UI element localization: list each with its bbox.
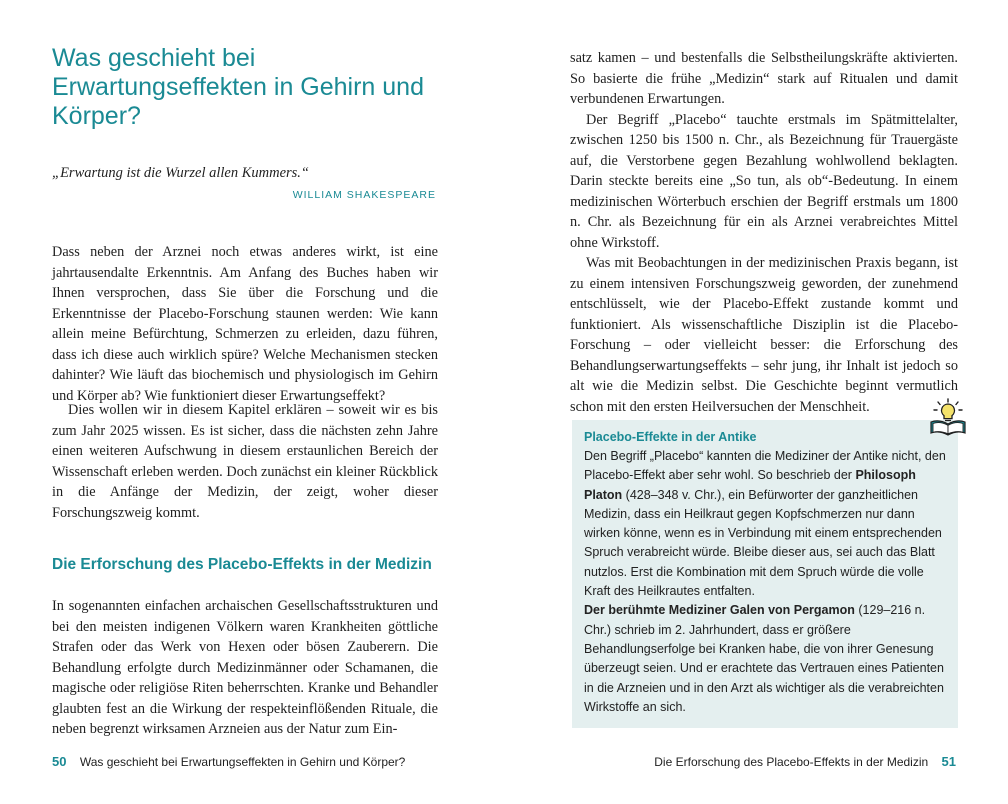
body-paragraph-3: In sogenannten einfachen archaischen Gesellschaftsstrukturen und bei den meisten indigenen Völkern waren Krankheiten göttliche Strafen oder das Werk von Hexen oder bösen Zauberern. Die Behandlung erfolgte durch Medizinmänner oder Schamanen, die magische oder religiöse Riten beherrschten. Kranke und Behandler glaubten fest an die Wirkung der respekteinflößenden Rituale, die neben begrenzt wirksamen Arzneien aus der Natur zum Ein- <box>52 598 438 737</box>
info-box-text-2: (428–348 v. Chr.), ein Befürworter der ganzheitlichen Medizin, dass ein Heilkraut gegen Kopfschmerzen nur dann wirken könne, wenn es in Verbindung mit einem entsprechenden Spruch verabreicht würde. Bleibe dieser aus, sei auch das Blatt nutzlos. Erst die Kombination mit dem Spruch würde die volle Kraft des Heilkrautes entfalten. <box>584 487 942 599</box>
info-box-text <box>584 447 948 717</box>
epigraph-author: WILLIAM SHAKESPEARE <box>292 189 436 201</box>
footer-right <box>654 754 956 769</box>
body-paragraph-5: Der Begriff „Placebo“ tauchte erstmals im Spätmittelalter, zwischen 1250 bis 1500 n. Chr., als Bezeichnung für Trauergäste auf, die Verstorbene gegen Bezahlung wohlwollend beklagten. Darin steckte bereits eine „So tun, als ob“-Bedeutung. In einem medizinischen Wörterbuch erschien der Begriff erstmals um 1800 n. Chr. als Bezeichnung für ein als Arznei verabreichtes Mittel ohne Wirkstoff. <box>570 111 958 251</box>
body-paragraph-4: satz kamen – und bestenfalls die Selbstheilungskräfte aktivierten. So basierte die frühe „Medizin“ stark auf Ritualen und damit verbundenen Erwartungen. <box>570 50 958 107</box>
running-footer-title: Die Erforschung des Placebo-Effekts in der Medizin <box>654 755 929 769</box>
page-number: 50 <box>52 754 67 769</box>
info-box-bold-1: Philosoph Platon <box>584 468 916 502</box>
book-lightbulb-icon <box>928 398 968 436</box>
page-number: 51 <box>941 754 956 769</box>
chapter-title: Was geschieht bei Erwartungseffekten in Gehirn und Körper? <box>52 44 424 130</box>
info-box-bold-2: Der berühmte Mediziner Galen von Pergamon <box>584 603 855 618</box>
right-page <box>504 0 1008 804</box>
footer-left <box>52 754 405 769</box>
body-paragraph-6: Was mit Beobachtungen in der medizinischen Praxis begann, ist zu einem intensiven Forschungszweig geworden, der zunehmend entschlüsselt, wie der Placebo-Effekt zustande kommt und funktioniert. Als wissenschaftliche Disziplin ist die Placebo-Forschung – oder vielleicht besser: die Erforschung des Behandlungserwartungseffekts – sehr jung, ihr Inhalt ist jedoch so alt wie die Medizin selbst. Die Geschichte beginnt vermutlich schon mit den ersten Heilversuchen der Menschheit. <box>570 255 958 415</box>
right-text-column <box>570 48 958 417</box>
body-paragraph-2: Dies wollen wir in diesem Kapitel erklären – soweit wir es bis zum Jahr 2025 wissen. Es ist sicher, dass die nächsten zehn Jahre einen weiteren Aufschwung in diesem erstaunlichen Bereich der Wissenschaft erleben werden. Doch zunächst ein kleiner Rückblick in die Anfänge der Medizin, der zeigt, woher dieser Forschungszweig kommt. <box>52 402 438 521</box>
body-paragraph-1: Dass neben der Arznei noch etwas anderes wirkt, ist eine jahrtausendalte Erkenntnis. Am Anfang des Buches haben wir Ihnen versprochen, dass Sie über die Forschung und die Erkenntnisse der Placebo-Forschung staunen werden: Wie kann allein meine Befürchtung, Schmerzen zu erleiden, dazu führen, dass ich diese auch wirklich spüre? Welche Mechanismen stecken dahinter? Wie läuft das biochemisch und physiologisch im Gehirn und Körper ab? Wie funktioniert dieser Erwartungseffekt? <box>52 244 438 404</box>
info-box-text-1: Den Begriff „Placebo“ kannten die Mediziner der Antike nicht, den Placebo-Effekt aber sehr wohl. So beschrieb der <box>584 449 946 483</box>
section-heading: Die Erforschung des Placebo-Effekts in der Medizin <box>52 556 432 573</box>
info-box <box>572 420 958 728</box>
epigraph-quote: „Erwartung ist die Wurzel allen Kummers.“ <box>52 165 309 181</box>
info-box-text-3: (129–216 n. Chr.) schrieb im 2. Jahrhundert, dass er größere Behandlungserfolge bei Kranken habe, die von ihrer Genesung überzeugt seien. Und er erachtete das Vertrauen eines Patienten in die Arzneien und in den Arzt als wichtiger als die verabreichten Wirkstoffe an sich. <box>584 603 944 714</box>
running-footer-title: Was geschieht bei Erwartungseffekten in Gehirn und Körper? <box>79 755 406 769</box>
info-box-title: Placebo-Effekte in der Antike <box>584 430 757 444</box>
